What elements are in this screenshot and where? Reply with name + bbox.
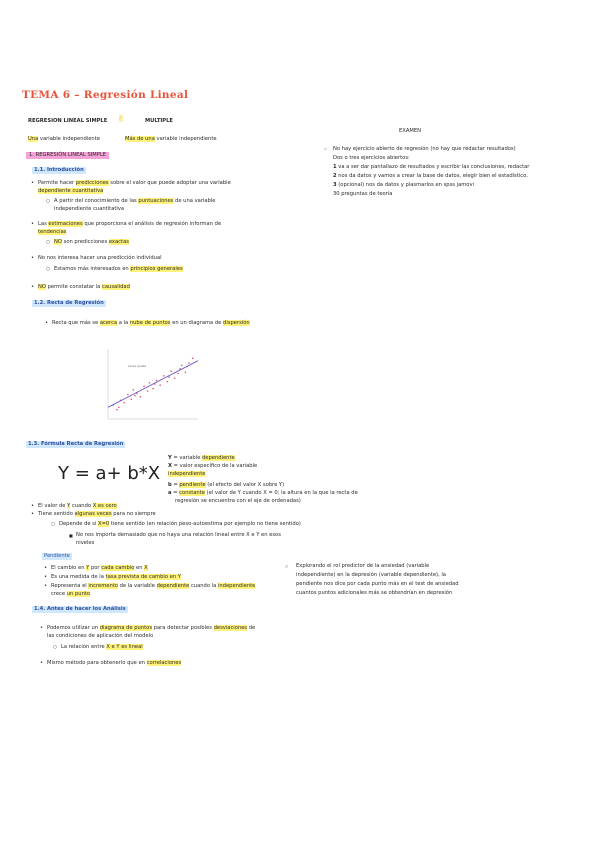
search-icon: ⌕ — [285, 563, 289, 570]
slope-bullet-1: • El cambio en Y por cada cambio en X — [51, 565, 148, 572]
page-title: TEMA 6 – Regresión Lineal — [22, 89, 189, 101]
slope-bullet-2: • Es una medida de la tasa prevista de cambio en Y — [51, 574, 181, 581]
constant-sub: ○ Depende de si X=0 tiene sentido (en relación peso-autoestima por ejemplo no tiene sentido) — [59, 521, 301, 528]
scatter-point — [149, 382, 151, 384]
scatter-point — [132, 389, 134, 391]
multiple-desc: Más de una variable independiente — [125, 136, 217, 142]
exam-line-3: 2 nos da datos y vamos a crear la base de datos, elegir bien el estadístico, — [333, 173, 528, 179]
regression-line — [108, 361, 198, 408]
scatter-point — [192, 358, 194, 360]
intro-bullet-1-cont: dependiente cuantitativa — [38, 188, 104, 194]
analysis-bullet-1: • Podemos utilizar un diagrama de puntos para detectar posibles desviaciones de — [47, 625, 255, 632]
analysis-sub: ○ La relación entre X e Y es lineal — [61, 644, 143, 651]
intro-sub-1: ○ A partir del conocimiento de las puntuaciones de una variable — [54, 198, 216, 205]
slope-bullet-3-cont: crece un punto — [51, 591, 91, 597]
hand-icon: ✌ — [117, 114, 126, 125]
constant-subsub: ■ No nos importa demasiado que no haya una relación lineal entre X e Y en esos — [69, 532, 281, 538]
scatter-point — [159, 384, 161, 386]
scatter-point — [156, 380, 158, 382]
scatter-point — [147, 390, 149, 392]
def-x: X = valor específico de la variable — [168, 463, 258, 469]
section1-heading: 1. REGRESIÓN LINEAL SIMPLE — [26, 152, 109, 159]
def-a: a = constante (el valor de Y cuando X = 0; la altura en la que la recta de — [168, 490, 358, 496]
exam-line-2: 1 va a ser dar pantallazo de resultados y escribir las conclusiones, redactar — [333, 164, 530, 170]
intro-sub-1-cont: independiente cuantitativa — [54, 206, 125, 212]
scatter-point — [134, 395, 136, 397]
def-a-cont: regresión se encuentra con el eje de ordenadas) — [175, 498, 301, 504]
chart-legend: Línea ajuste — [128, 364, 147, 368]
scatter-point — [131, 398, 133, 400]
regression-formula: Y = a+ b*X — [58, 463, 161, 484]
scatter-point — [143, 386, 145, 388]
intro-sub-3: ○ Estamos más interesados en principios generales — [54, 266, 183, 273]
scatter-point — [118, 407, 120, 409]
example-note-2: independiente) en la depresión (variable dependiente), la — [296, 572, 446, 578]
intro-bullet-2: • Las estimaciones que proporciona el análisis de regresión informan de — [38, 221, 221, 228]
simple-label: REGRESION LINEAL SIMPLE — [28, 118, 108, 124]
example-note-1: Explorando el rol predictor de la ansiedad (variable — [296, 563, 430, 569]
slope-bullet-3: • Representa el incremento de la variable dependiente cuando la independiente — [51, 583, 255, 590]
pendiente-label: Pendiente — [44, 553, 70, 559]
exam-line-5: 30 preguntas de teoría — [333, 191, 393, 197]
regression-line-bullet: • Recta que más se acerca a la nube de puntos en un diagrama de dispersión — [52, 320, 250, 327]
intro-bullet-3: • No nos interesa hacer una predicción individual — [38, 255, 162, 262]
scatter-chart — [98, 343, 208, 428]
scatter-point — [167, 381, 169, 383]
scatter-point — [188, 362, 190, 364]
exam-line-4: 3 (opcional) nos da datos y plasmarlos en spss jamovi — [333, 182, 474, 188]
scatter-point — [140, 396, 142, 398]
multiple-label: MULTIPLE — [145, 118, 173, 124]
constant-bullet-2: • Tiene sentido algunas veces para no siempre — [38, 511, 156, 518]
regression-line-heading: 1.2. Recta de Regresión — [34, 300, 104, 306]
scatter-point — [185, 372, 187, 374]
scatter-point — [168, 376, 170, 378]
constant-subsub-cont: niveles — [76, 540, 95, 546]
intro-bullet-1: • Permite hacer predicciones sobre el valor que puede adoptar una variable — [38, 180, 231, 187]
scatter-point — [116, 409, 118, 411]
exam-line-1: Dos o tres ejercicios abiertos: — [333, 155, 410, 161]
intro-sub-2: ○ NO son predicciones exactas — [54, 239, 129, 246]
scatter-point — [174, 377, 176, 379]
scatter-point — [170, 370, 172, 372]
analysis-bullet-1-cont: las condiciones de aplicación del modelo — [47, 633, 154, 639]
formula-heading: 1.3. Fórmula Recta de Regresión — [28, 441, 124, 447]
constant-bullet-1: • El valor de Y cuando X es cero — [38, 503, 117, 510]
scatter-point — [181, 365, 183, 367]
before-analysis-heading: 1.4. Antes de hacer los Análisis — [34, 606, 126, 612]
scatter-point — [152, 388, 154, 390]
def-y: Y = variable dependiente — [168, 455, 235, 461]
simple-desc: Una variable independiente — [28, 136, 100, 142]
scatter-point — [123, 402, 125, 404]
example-note-3: pendiente nos dice por cada punto más en el test de ansiedad — [296, 581, 459, 587]
intro-bullet-4: • NO permite constatar la causalidad — [38, 284, 130, 291]
analysis-bullet-2: • Mismo método para obtenerlo que en correlaciones — [47, 660, 181, 667]
intro-bullet-2-cont: tendencias — [38, 229, 67, 235]
example-note-4: cuantos puntos adicionales más se obtendrían en depresión — [296, 590, 453, 596]
intro-heading: 1.1. Introducción — [34, 167, 84, 173]
def-b: b = pendiente (el efecto del valor X sobre Y) — [168, 482, 285, 488]
scatter-point — [127, 394, 129, 396]
bulb-icon: ✧ — [323, 146, 329, 153]
scatter-point — [177, 373, 179, 375]
scatter-point — [163, 375, 165, 377]
exam-line-0: No hay ejercicio abierto de regresión (no hay que redactar resultados) — [333, 146, 516, 152]
exam-title: EXAMEN — [399, 128, 422, 134]
def-x-cont: independiente — [168, 471, 206, 477]
